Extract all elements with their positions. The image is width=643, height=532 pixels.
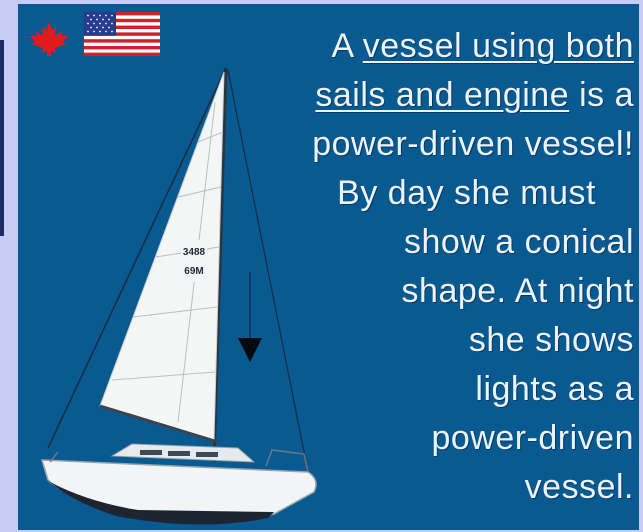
- maple-leaf-icon: [28, 20, 70, 56]
- text-line-10: vessel.: [524, 468, 634, 506]
- vessel-link-part-2[interactable]: sails and engine: [315, 76, 570, 114]
- text-line-4: By day she must: [337, 174, 596, 212]
- rule-description: [234, 22, 634, 512]
- us-flag-icon: [84, 12, 160, 56]
- vessel-link-part-1[interactable]: vessel using both: [362, 27, 634, 65]
- text-line-6: shape. At night: [401, 272, 634, 310]
- text-line-2: sails and engine is a: [315, 76, 634, 114]
- sail-number-bottom: 69M: [184, 266, 204, 277]
- text-line-3: power-driven vessel!: [312, 125, 634, 163]
- info-panel: [18, 4, 639, 530]
- text-line-7: she shows: [468, 321, 634, 359]
- left-margin: [0, 0, 18, 532]
- left-dark-bar: [0, 40, 4, 236]
- text-line-5: show a conical: [403, 223, 634, 261]
- text-line-8: lights as a: [475, 370, 634, 408]
- text-line-1: A vessel using both: [331, 27, 634, 65]
- text-line-9: power-driven: [431, 419, 634, 457]
- sail-number-top: 3488: [182, 247, 206, 258]
